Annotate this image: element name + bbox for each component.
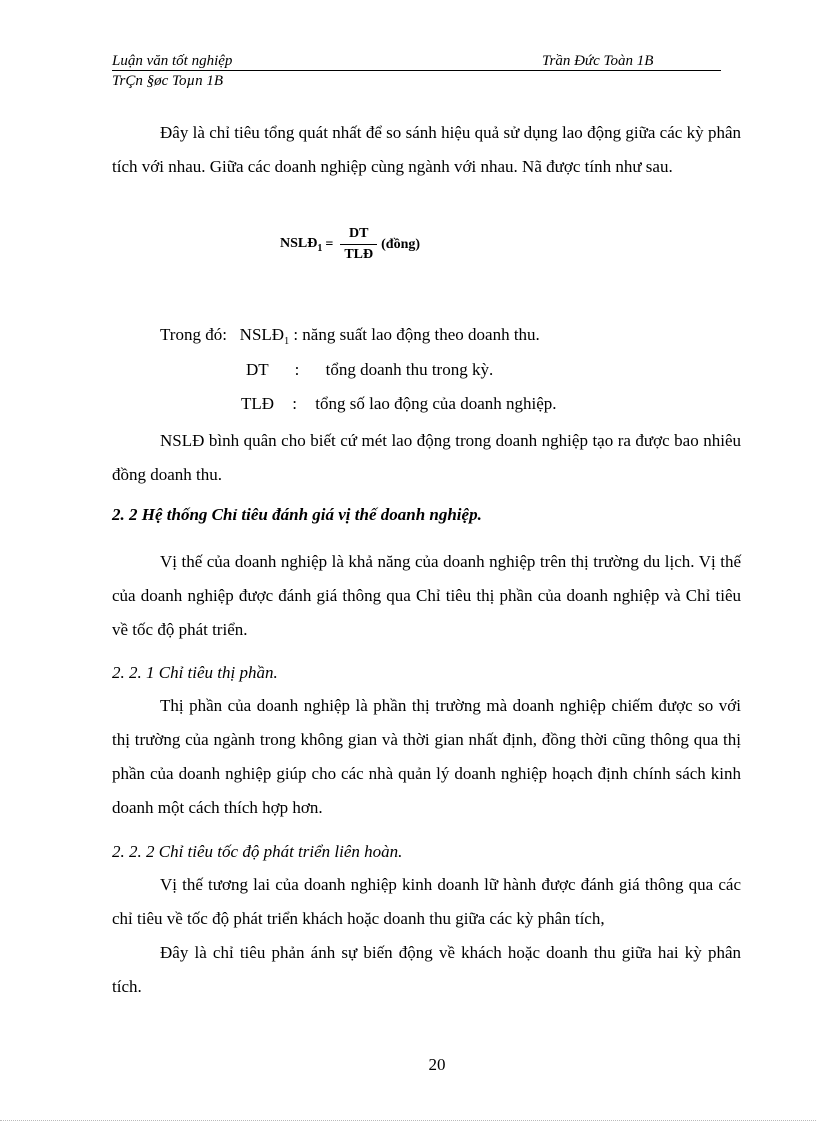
definition-1-term: NSLĐ [239,325,285,344]
definition-2-sep: : [294,360,300,379]
section-2-2-1-paragraph [112,689,741,825]
definition-3-sep: : [292,394,298,413]
formula-fraction [340,226,377,263]
section-2-2-heading: 2. 2 Hệ thống Chỉ tiêu đánh giá vị thế doanh nghiệp. [112,505,482,524]
page-number: 20 [428,1055,446,1074]
definition-1-subscript: 1 [284,336,290,347]
section-2-2-paragraph [112,545,741,647]
formula-lhs-subscript: 1 [317,242,323,254]
formula-numerator: DT [349,226,369,241]
section-2-2-1-text: Thị phần của doanh nghiệp là phần thị trường mà doanh nghiệp chiếm được so với thị trường của ngành trong không gian và thời gian nhất định, đồng thời cũng thông qua thị phần của doanh nghiệp giúp cho các nhà quản lý doanh nghiệp hoạch định chính sách kinh doanh một cách thích hợp hơn. [112,696,741,817]
definition-2-desc: tổng doanh thu trong kỳ. [325,360,494,379]
header-title: Luận văn tốt nghiệp [112,53,233,69]
intro-paragraph [112,116,741,184]
definitions-lead: Trong đó: [160,325,227,344]
section-2-2-2-text-1: Vị thế tương lai của doanh nghiệp kinh doanh lữ hành được đánh giá thông qua các chỉ tiêu về tốc độ phát triển khách hoặc doanh thu giữa các kỳ phân tích, [112,875,741,928]
definition-3-term: TLĐ [241,394,275,413]
header-rule [112,70,721,71]
header-author-garbled: TrÇn §øc Toµn 1B [112,73,224,89]
section-2-2-text: Vị thế của doanh nghiệp là khả năng của doanh nghiệp trên thị trường du lịch. Vị thế của doanh nghiệp được đánh giá thông qua Chỉ tiêu thị phần của doanh nghiệp và Chỉ tiêu về tốc độ phát triển. [112,552,741,639]
formula-unit: (đồng) [381,236,421,252]
definition-3-desc: tổng số lao động của doanh nghiệp. [315,394,557,413]
formula-equals: = [325,236,334,252]
definition-3 [241,394,557,414]
page-bottom-edge [0,1120,816,1121]
definition-2 [246,360,493,380]
nsld-paragraph [112,424,741,492]
section-2-2-2-text-2: Đây là chỉ tiêu phản ánh sự biến động về khách hoặc doanh thu giữa hai kỳ phân tích. [112,943,741,996]
definition-2-term: DT [246,360,269,379]
definition-1 [160,325,540,347]
header-author: Trần Đức Toàn 1B [542,53,654,69]
section-2-2-2-paragraph-2 [112,936,741,1004]
formula-lhs: $NSLĐ_1$ [280,235,323,254]
productivity-formula [280,226,420,263]
intro-text: Đây là chỉ tiêu tổng quát nhất để so sánh hiệu quả sử dụng lao động giữa các kỳ phân tích với nhau. Giữa các doanh nghiệp cùng ngành với nhau. Nã được tính như sau. [112,123,741,176]
definition-1-desc: : năng suất lao động theo doanh thu. [293,325,540,344]
section-2-2-2-heading: 2. 2. 2 Chỉ tiêu tốc độ phát triển liên hoàn. [112,842,403,861]
section-2-2-1-heading: 2. 2. 1 Chỉ tiêu thị phần. [112,663,278,682]
section-2-2-2-paragraph-1 [112,868,741,936]
nsld-text: NSLĐ bình quân cho biết cứ mét lao động trong doanh nghiệp tạo ra được bao nhiêu đồng doanh thu. [112,431,741,484]
formula-denominator: TLĐ [340,244,377,263]
